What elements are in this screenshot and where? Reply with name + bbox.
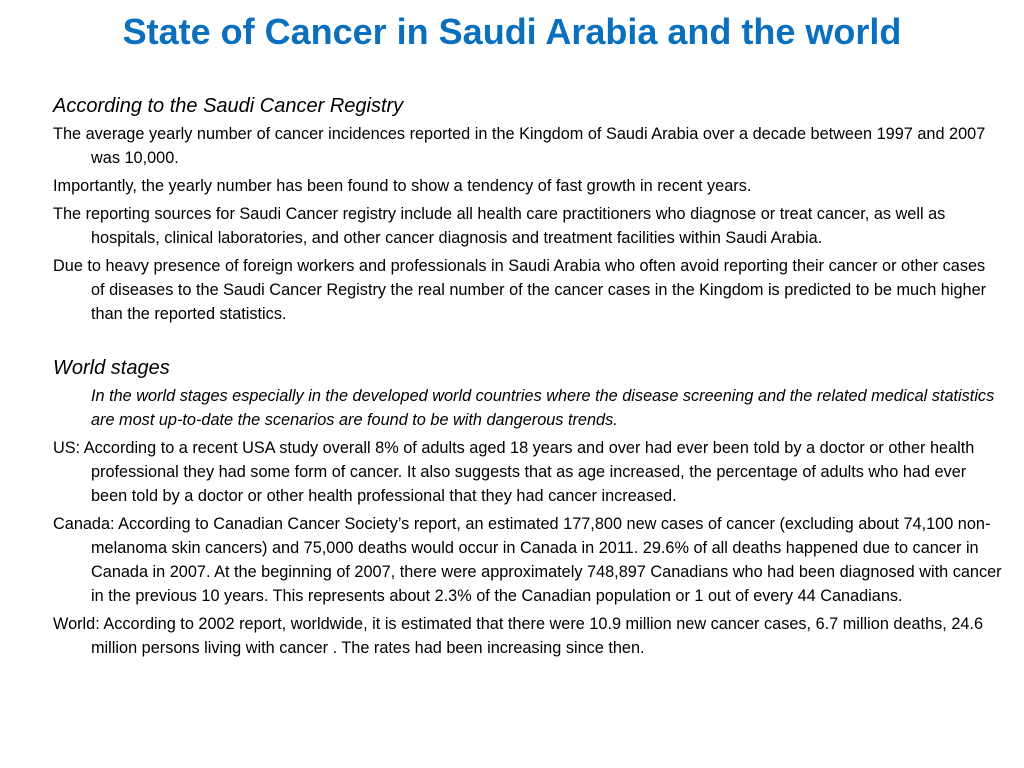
paragraph-world-stats: World: According to 2002 report, worldwide, it is estimated that there were 10.9 million new cancer cases, 6.7 million deaths, 24.6 million persons living with cancer . The rates had been increasing since then. bbox=[53, 615, 984, 657]
section-spacer bbox=[53, 330, 1003, 354]
paragraph-world-intro: In the world stages especially in the developed world countries where the disease screening and the related medical statistics are most up-to-date the scenarios are found to be with dangerous trends. bbox=[91, 387, 995, 429]
paragraph-underreporting: Due to heavy presence of foreign workers and professionals in Saudi Arabia who often avoid reporting their cancer or other cases of diseases to the Saudi Cancer Registry the real number of the cancer cases in the Kingdom is predicted to be much higher than the reported statistics. bbox=[53, 257, 987, 323]
paragraph-growth-tendency: Importantly, the yearly number has been found to show a tendency of fast growth in recent years. bbox=[53, 177, 752, 195]
slide-content bbox=[53, 92, 1003, 664]
section-heading-world-stages: World stages bbox=[53, 357, 170, 379]
slide-title: State of Cancer in Saudi Arabia and the world bbox=[122, 11, 902, 52]
paragraph-canada-stats: Canada: According to Canadian Cancer Society’s report, an estimated 177,800 new cases of cancer (excluding about 74,100 non-melanoma skin cancers) and 75,000 deaths would occur in Canada in 2011. 29.6% of all deaths happened due to cancer in Canada in 2007. At the beginning of 2007, there were approximately 748,897 Canadians who had been diagnosed with cancer in the previous 10 years. This represents about 2.3% of the Canadian population or 1 out of every 44 Canadians. bbox=[53, 515, 1002, 605]
paragraph-yearly-average: The average yearly number of cancer incidences reported in the Kingdom of Saudi Arabia over a decade between 1997 and 2007 was 10,000. bbox=[53, 125, 986, 167]
section-heading-saudi-registry: According to the Saudi Cancer Registry bbox=[53, 95, 404, 117]
paragraph-us-stats: US: According to a recent USA study overall 8% of adults aged 18 years and over had ever been told by a doctor or other health professional they had some form of cancer. It also suggests that as age increased, the percentage of adults who had ever been told by a doctor or other health professional that they had cancer increased. bbox=[53, 439, 975, 505]
paragraph-reporting-sources: The reporting sources for Saudi Cancer registry include all health care practitioners who diagnose or treat cancer, as well as hospitals, clinical laboratories, and other cancer diagnosis and treatment facilities within Saudi Arabia. bbox=[53, 205, 946, 247]
